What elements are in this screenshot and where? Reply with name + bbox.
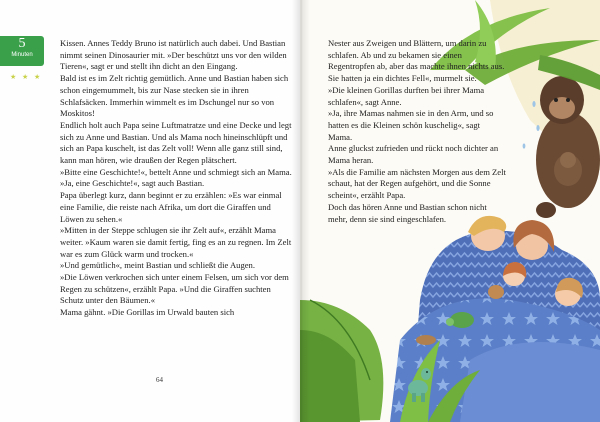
paragraph: »Ja, ihre Mamas nahmen sie in den Arm, und so hatten es die Kleinen schön kuschelig«, sagt Mama. <box>328 108 494 142</box>
paragraph: Mama gähnt. »Die Gorillas im Urwald bauten sich <box>60 307 235 318</box>
paragraph: »Die Löwen verkrochen sich unter einem Felsen, um sich vor dem Regen zu schützen«, erzählt Papa. »Und die Giraffen suchten Schutz unter den Bäumen.« <box>60 272 289 306</box>
left-page-text <box>60 38 292 319</box>
right-page-text <box>328 38 506 225</box>
page-number: 64 <box>156 376 163 384</box>
paragraph: Kissen. Annes Teddy Bruno ist natürlich auch dabei. Und Bastian nimmt seinen Dinosaurier mit. »Der beschützt uns vor den wilden Tieren«, sagt er und stellt ihn dicht an den Eingang. <box>60 38 287 72</box>
paragraph: Nester aus Zweigen und Blättern, um darin zu schlafen. Ab und zu bekamen sie einen Regentropfen ab, aber das machte ihnen nichts aus. Sie hatten ja ein dichtes Fell«, murmelt sie. <box>328 38 505 84</box>
paragraph: »Die kleinen Gorillas durften bei ihrer Mama schlafen«, sagt Anne. <box>328 84 485 107</box>
paragraph: Endlich holt auch Papa seine Luftmatratze und eine Decke und legt sich zu Anne und Bastian. Und als Mama noch hineinschlüpft und sich an Papa kuschelt, ist das Zelt voll! Wenn alle ganz still sind, kann man hören, wie draußen der Regen plätschert. <box>60 119 292 166</box>
paragraph: Anne gluckst zufrieden und rückt noch dichter an Mama heran. <box>328 143 499 166</box>
book-gutter <box>292 0 310 422</box>
reading-time-unit: Minuten <box>11 52 33 58</box>
paragraph: Papa überlegt kurz, dann beginnt er zu erzählen: »Es war einmal eine Familie, die reiste nach Afrika, um dort die Giraffen und Löwen zu sehen.« <box>60 190 282 224</box>
paragraph: »Und gemütlich«, meint Bastian und schließt die Augen. <box>60 260 255 271</box>
paragraph: Doch das hören Anne und Bastian schon nicht mehr, denn sie sind eingeschlafen. <box>328 201 487 224</box>
stuffed-toy <box>416 335 436 345</box>
stars-decoration: ★ ★ ★ <box>10 73 43 81</box>
reading-time-badge <box>0 36 44 66</box>
paragraph: »Bitte eine Geschichte!«, bettelt Anne und schmiegt sich an Mama. <box>60 166 292 177</box>
paragraph: »Mitten in der Steppe schlugen sie ihr Zelt auf«, erzählt Mama weiter. »Kaum waren sie damit fertig, fing es an zu regnen. Im Zelt war es zum Glück warm und trocken.« <box>60 225 292 259</box>
right-page <box>300 0 600 422</box>
paragraph: »Als die Familie am nächsten Morgen aus dem Zelt schaut, hat der Regen aufgehört, und die Sonne scheint«, erzählt Papa. <box>328 166 506 201</box>
reading-time-number: 5 <box>18 36 26 51</box>
paragraph: Bald ist es im Zelt richtig gemütlich. Anne und Bastian haben sich schon eingemummelt, bis zur Nase stecken sie in ihren Schlafsäcken. Immerhin wimmelt es im Dschungel nur so von Moskitos! <box>60 73 289 119</box>
paragraph: »Ja, eine Geschichte!«, sagt auch Bastian. <box>60 178 205 189</box>
